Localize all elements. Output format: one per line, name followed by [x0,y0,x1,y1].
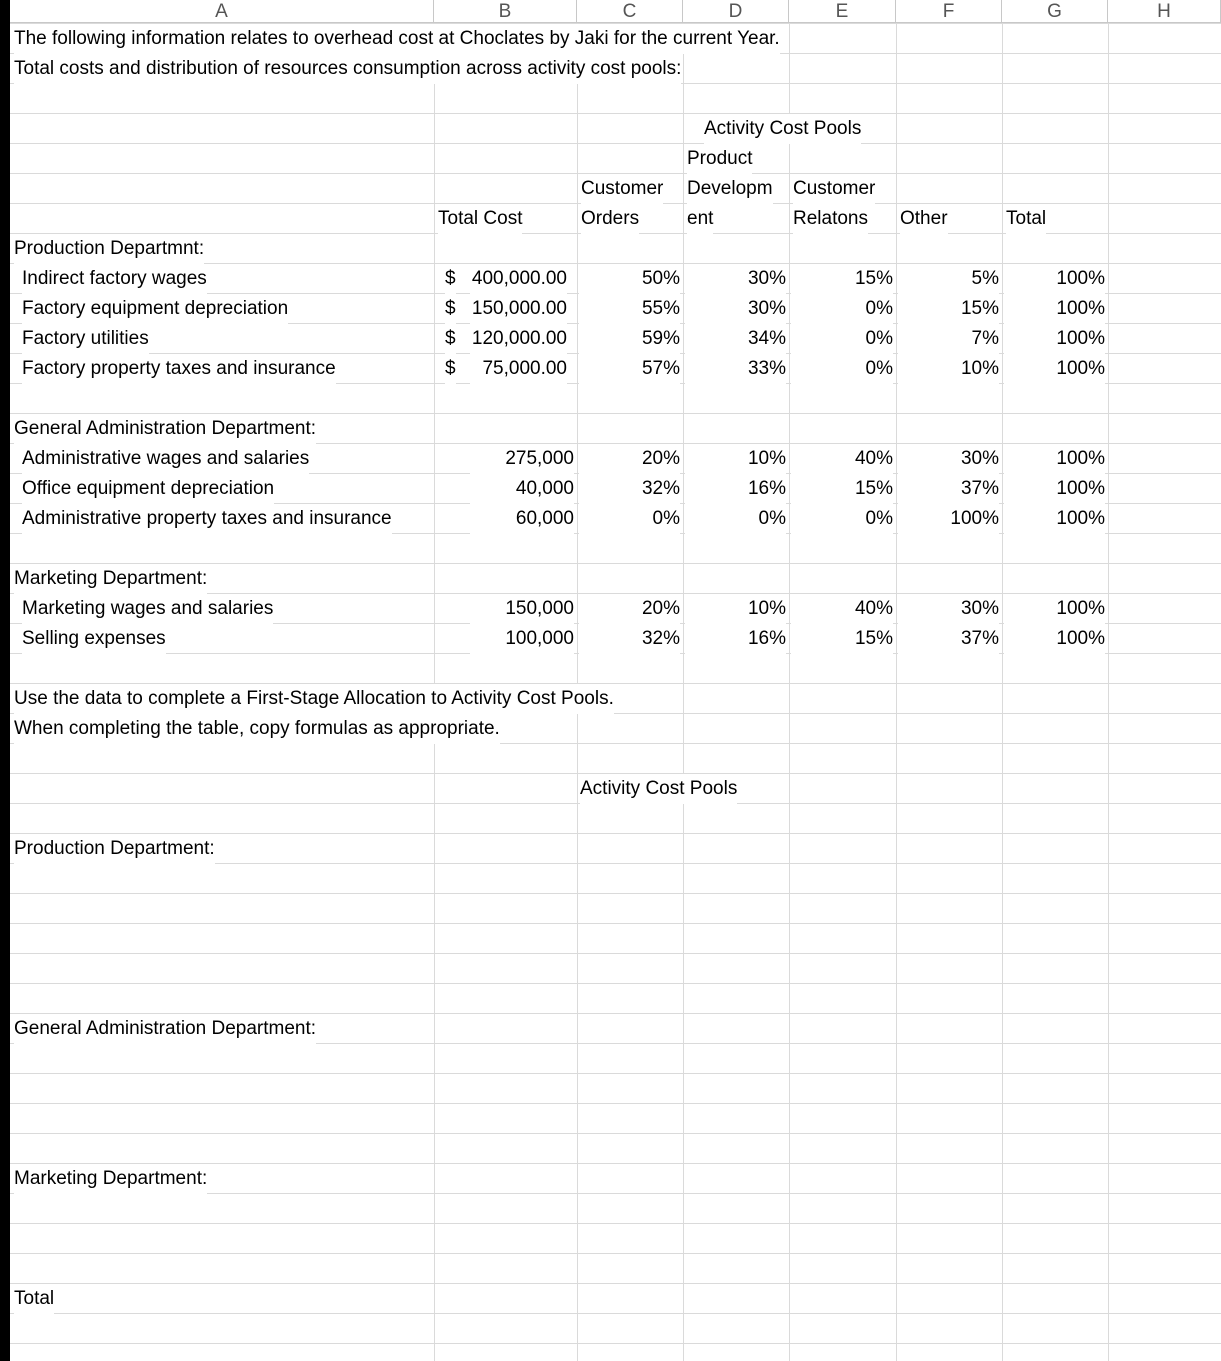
column-header-e[interactable]: E [789,0,896,23]
row-gridline [10,1223,1221,1224]
total-cost-value[interactable]: 60,000 [470,504,574,534]
product-development-pct[interactable]: 10% [685,444,786,474]
total-pct[interactable]: 100% [1004,504,1105,534]
currency-symbol: $ [445,354,456,384]
header-customer-relations-2[interactable]: Relatons [793,204,868,234]
instruction-line-2[interactable]: When completing the table, copy formulas as appropriate. [14,714,500,744]
column-gridline [683,23,684,1361]
product-development-pct[interactable]: 16% [685,474,786,504]
row-gridline [10,1253,1221,1254]
column-gridline [1108,23,1109,1361]
total-cost-value[interactable]: 40,000 [470,474,574,504]
customer-relations-pct[interactable]: 40% [791,444,893,474]
customer-relations-pct[interactable]: 15% [791,474,893,504]
other-pct[interactable]: 15% [898,294,999,324]
product-development-pct[interactable]: 30% [685,264,786,294]
total-cost-value[interactable]: 150,000.00 [470,294,567,324]
row-header-strip [0,0,10,1361]
header-customer-orders-1[interactable]: Customer [581,174,663,204]
row-label[interactable]: Factory property taxes and insurance [22,354,336,384]
column-header-g[interactable]: G [1002,0,1108,23]
other-pct[interactable]: 37% [898,624,999,654]
customer-orders-pct[interactable]: 20% [579,594,680,624]
total-pct[interactable]: 100% [1004,444,1105,474]
allocation-marketing-label[interactable]: Marketing Department: [14,1164,207,1194]
total-pct[interactable]: 100% [1004,354,1105,384]
customer-orders-pct[interactable]: 32% [579,624,680,654]
row-label[interactable]: Administrative property taxes and insurance [22,504,392,534]
total-pct[interactable]: 100% [1004,324,1105,354]
total-cost-value[interactable]: 120,000.00 [470,324,567,354]
total-pct[interactable]: 100% [1004,294,1105,324]
header-customer-orders-2[interactable]: Orders [581,204,639,234]
customer-relations-pct[interactable]: 0% [791,504,893,534]
column-header-b[interactable]: B [434,0,577,23]
row-gridline [10,953,1221,954]
other-pct[interactable]: 7% [898,324,999,354]
row-gridline [10,1073,1221,1074]
row-label[interactable]: Marketing wages and salaries [22,594,273,624]
row-gridline [10,923,1221,924]
header-total-cost[interactable]: Total Cost [438,204,522,234]
customer-relations-pct[interactable]: 15% [791,264,893,294]
other-pct[interactable]: 30% [898,444,999,474]
row-gridline [10,113,1221,114]
total-pct[interactable]: 100% [1004,264,1105,294]
allocation-general-label[interactable]: General Administration Department: [14,1014,316,1044]
total-cost-value[interactable]: 400,000.00 [470,264,567,294]
row-label[interactable]: Administrative wages and salaries [22,444,309,474]
currency-symbol: $ [445,294,456,324]
column-gridline [1002,23,1003,1361]
row-gridline [10,1103,1221,1104]
allocation-pools-header[interactable]: Activity Cost Pools [580,774,737,804]
other-pct[interactable]: 37% [898,474,999,504]
intro-line-1[interactable]: The following information relates to overhead cost at Choclates by Jaki for the current Year. [14,24,780,54]
customer-orders-pct[interactable]: 50% [579,264,680,294]
column-header-f[interactable]: F [896,0,1002,23]
general-admin-title[interactable]: General Administration Department: [14,414,316,444]
other-pct[interactable]: 10% [898,354,999,384]
intro-line-2[interactable]: Total costs and distribution of resources consumption across activity cost pools: [14,54,681,84]
customer-orders-pct[interactable]: 57% [579,354,680,384]
total-cost-value[interactable]: 100,000 [470,624,574,654]
total-cost-value[interactable]: 150,000 [470,594,574,624]
header-other[interactable]: Other [900,204,948,234]
currency-symbol: $ [445,324,456,354]
customer-orders-pct[interactable]: 32% [579,474,680,504]
product-development-pct[interactable]: 34% [685,324,786,354]
customer-relations-pct[interactable]: 15% [791,624,893,654]
row-gridline [10,1313,1221,1314]
production-title[interactable]: Production Departmnt: [14,234,204,264]
row-label[interactable]: Office equipment depreciation [22,474,274,504]
total-pct[interactable]: 100% [1004,474,1105,504]
row-label[interactable]: Indirect factory wages [22,264,207,294]
customer-orders-pct[interactable]: 59% [579,324,680,354]
column-header-a[interactable]: A [10,0,434,23]
customer-orders-pct[interactable]: 20% [579,444,680,474]
header-product-development-1[interactable]: Developm [687,174,773,204]
header-total[interactable]: Total [1006,204,1046,234]
customer-relations-pct[interactable]: 40% [791,594,893,624]
row-label[interactable]: Selling expenses [22,624,166,654]
header-customer-relations-1[interactable]: Customer [793,174,875,204]
product-development-pct[interactable]: 0% [685,504,786,534]
allocation-production-label[interactable]: Production Department: [14,834,215,864]
column-header-c[interactable]: C [577,0,683,23]
instruction-line-1[interactable]: Use the data to complete a First-Stage Allocation to Activity Cost Pools. [14,684,614,714]
total-pct[interactable]: 100% [1004,594,1105,624]
other-pct[interactable]: 5% [898,264,999,294]
row-gridline [10,1133,1221,1134]
customer-relations-pct[interactable]: 0% [791,354,893,384]
customer-orders-pct[interactable]: 0% [579,504,680,534]
row-gridline [10,143,1221,144]
product-development-pct[interactable]: 30% [685,294,786,324]
marketing-title[interactable]: Marketing Department: [14,564,207,594]
row-label[interactable]: Factory utilities [22,324,149,354]
column-gridline [896,23,897,1361]
customer-relations-pct[interactable]: 0% [791,294,893,324]
row-gridline [10,983,1221,984]
customer-orders-pct[interactable]: 55% [579,294,680,324]
product-development-pct[interactable]: 10% [685,594,786,624]
product-development-pct[interactable]: 16% [685,624,786,654]
row-gridline [10,1343,1221,1344]
other-pct[interactable]: 30% [898,594,999,624]
row-gridline [10,1283,1221,1284]
row-gridline [10,893,1221,894]
column-header-h[interactable]: H [1108,0,1221,23]
product-development-pct[interactable]: 33% [685,354,786,384]
header-product-development-2[interactable]: ent [687,204,713,234]
header-product[interactable]: Product [687,144,752,174]
other-pct[interactable]: 100% [898,504,999,534]
total-cost-value[interactable]: 75,000.00 [470,354,567,384]
total-cost-value[interactable]: 275,000 [470,444,574,474]
currency-symbol: $ [445,264,456,294]
total-pct[interactable]: 100% [1004,624,1105,654]
column-header-d[interactable]: D [683,0,789,23]
allocation-total-label[interactable]: Total [14,1284,54,1314]
column-gridline [789,23,790,1361]
customer-relations-pct[interactable]: 0% [791,324,893,354]
activity-cost-pools-header[interactable]: Activity Cost Pools [704,114,861,144]
row-label[interactable]: Factory equipment depreciation [22,294,288,324]
